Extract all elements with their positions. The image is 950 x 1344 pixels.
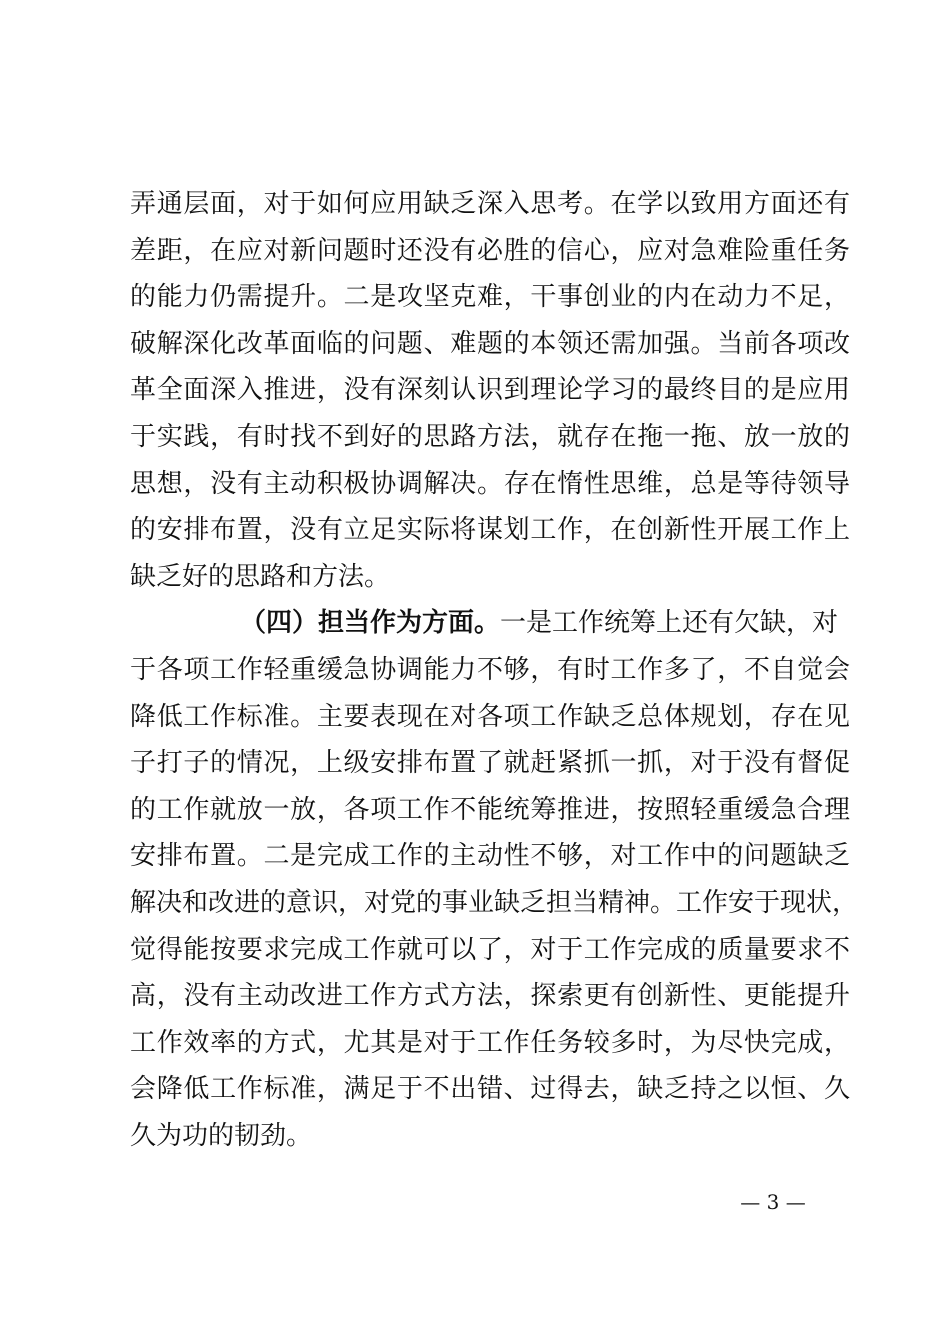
text-line: 的能力仍需提升。二是攻坚克难，干事创业的内在动力不足， — [130, 282, 850, 313]
text-line: 解决和改进的意识，对党的事业缺乏担当精神。工作安于现状， — [130, 887, 859, 918]
text-line: 安排布置。二是完成工作的主动性不够，对工作中的问题缺乏 — [130, 841, 850, 872]
text-line: 的工作就放一放，各项工作不能统筹推进，按照轻重缓急合理 — [130, 794, 850, 825]
body-text — [130, 181, 859, 1159]
paragraph-1 — [130, 181, 850, 600]
section-heading: （四）担当作为方面。 — [240, 608, 501, 639]
text-line: 觉得能按要求完成工作就可以了，对于工作完成的质量要求不 — [130, 934, 850, 965]
text-line: 差距，在应对新问题时还没有必胜的信心，应对急难险重任务 — [130, 235, 850, 266]
page-number: — 3 — — [740, 1190, 806, 1214]
paragraph-first-line — [130, 600, 850, 647]
text-line: 的安排布置，没有立足实际将谋划工作，在创新性开展工作上 — [130, 515, 850, 546]
text-line: 久为功的韧劲。 — [130, 1120, 313, 1151]
text-line: 弄通层面，对于如何应用缺乏深入思考。在学以致用方面还有 — [130, 189, 850, 219]
paragraph-2 — [130, 600, 859, 1159]
text-line: 工作效率的方式，尤其是对于工作任务较多时，为尽快完成， — [130, 1027, 850, 1058]
text-line: 子打子的情况，上级安排布置了就赶紧抓一抓，对于没有督促 — [130, 748, 850, 779]
text-line: 会降低工作标准，满足于不出错、过得去，缺乏持之以恒、久 — [130, 1074, 850, 1105]
heading-line-rest: 一是工作统筹上还有欠缺，对 — [500, 608, 839, 639]
text-line: 于实践，有时找不到好的思路方法，就存在拖一拖、放一放的 — [130, 421, 850, 452]
text-line: 缺乏好的思路和方法。 — [130, 561, 391, 592]
text-line: 降低工作标准。主要表现在对各项工作缺乏总体规划，存在见 — [130, 701, 850, 732]
text-line: 高，没有主动改进工作方式方法，探索更有创新性、更能提升 — [130, 981, 850, 1012]
text-line: 思想，没有主动积极协调解决。存在惰性思维，总是等待领导 — [130, 468, 850, 499]
text-line: 破解深化改革面临的问题、难题的本领还需加强。当前各项改 — [130, 328, 850, 359]
text-line: 于各项工作轻重缓急协调能力不够，有时工作多了，不自觉会 — [130, 654, 850, 685]
text-line: 革全面深入推进，没有深刻认识到理论学习的最终目的是应用 — [130, 375, 850, 406]
